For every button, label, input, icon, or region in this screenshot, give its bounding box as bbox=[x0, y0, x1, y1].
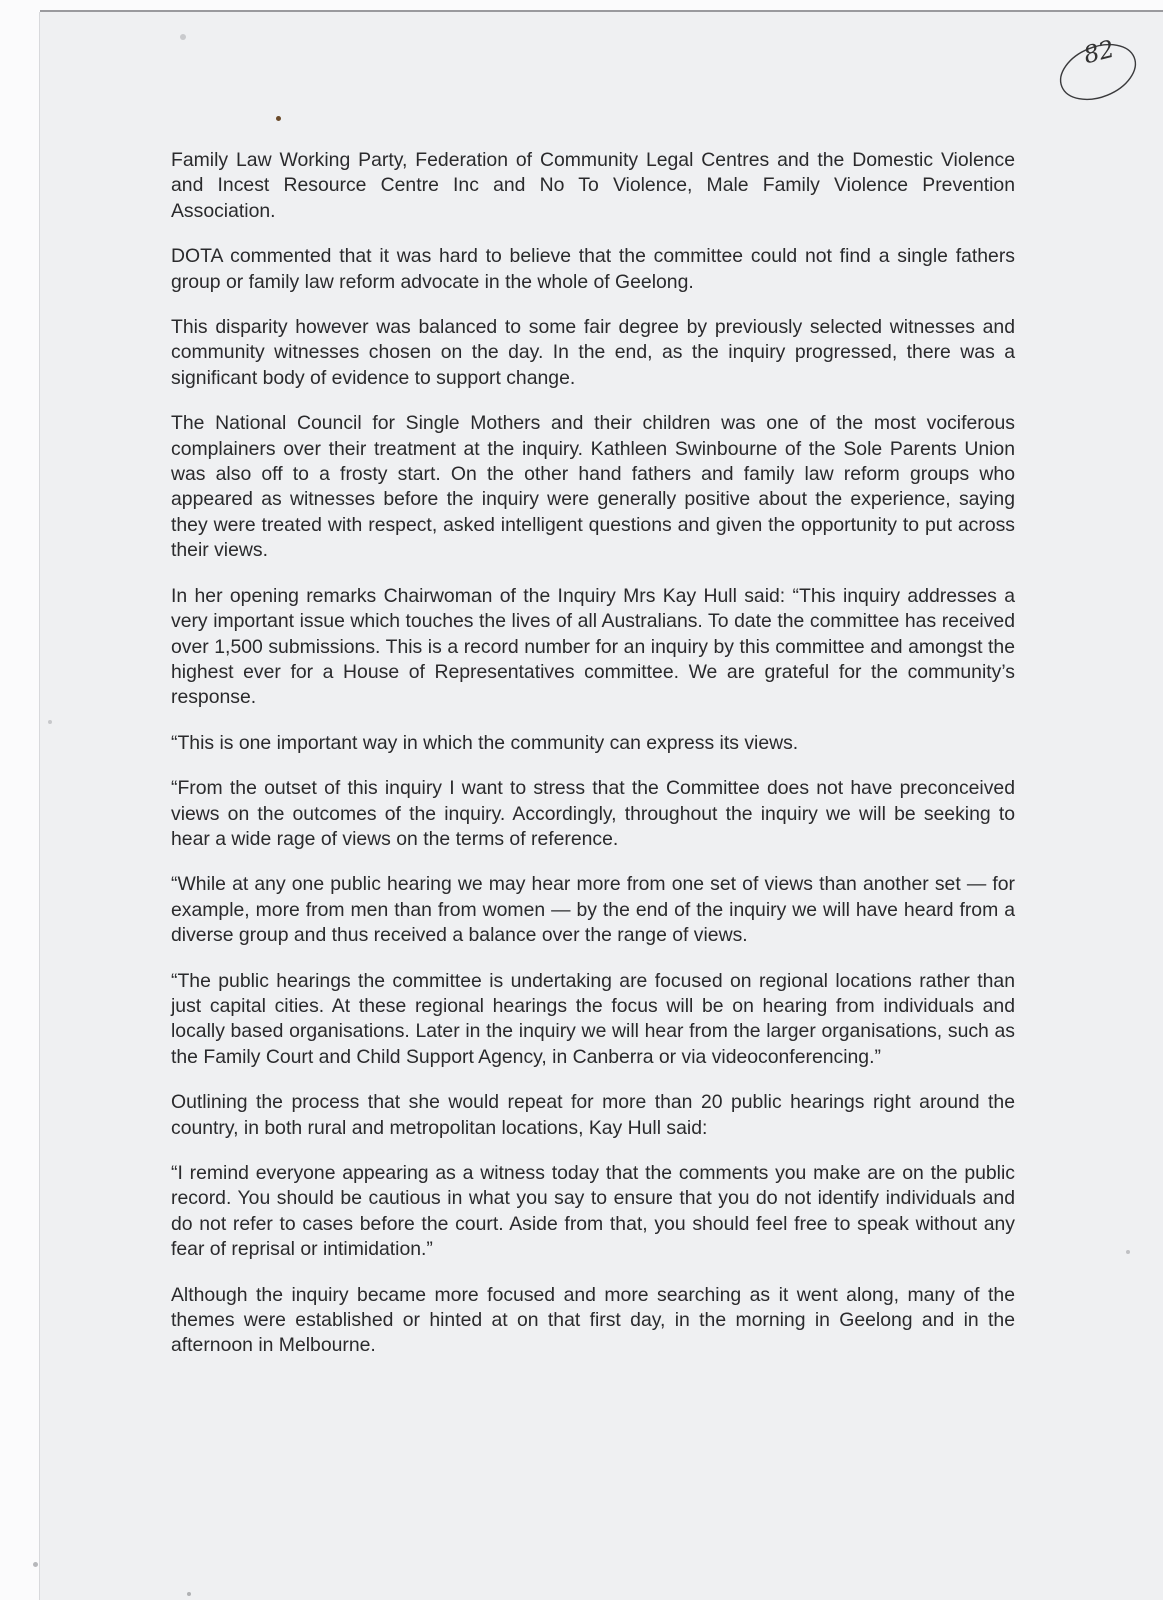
paragraph: “I remind everyone appearing as a witness today that the comments you make are on the public record. You should be cautious in what you say to ensure that you do not identify individuals and do not refer to cases before the court. Aside from that, you should feel free to speak without any fear of reprisal or intimidation.” bbox=[171, 1162, 1015, 1261]
paragraph: “From the outset of this inquiry I want to stress that the Committee does not have preconceived views on the outcomes of the inquiry. Accordingly, throughout the inquiry we will be seeking to hear a wide rage of views on the terms of reference. bbox=[171, 777, 1015, 850]
paragraph: This disparity however was balanced to some fair degree by previously selected witnesses and community witnesses chosen on the day. In the end, as the inquiry progressed, there was a significant body of evidence to support change. bbox=[171, 316, 1015, 389]
scan-speck bbox=[187, 1592, 191, 1596]
scan-speck bbox=[1126, 1250, 1130, 1254]
stray-ink-dot bbox=[276, 116, 281, 121]
paragraph: Although the inquiry became more focused and more searching as it went along, many of the themes were established or hinted at on that first day, in the morning in Geelong and in the afternoon in Melbourne. bbox=[171, 1283, 1015, 1357]
page-top-edge bbox=[40, 10, 1163, 12]
scan-speck bbox=[48, 720, 52, 724]
paragraph: In her opening remarks Chairwoman of the Inquiry Mrs Kay Hull said: “This inquiry addresses a very important issue which touches the lives of all Australians. To date the committee has received over 1,500 submissions. This is a record number for an inquiry by this committee and amongst the highest ever for a House of Representatives committee. We are grateful for the community’s response. bbox=[171, 584, 1015, 709]
paragraph: “The public hearings the committee is undertaking are focused on regional locations rather than just capital cities. At these regional hearings the focus will be on hearing from individuals and locally based organisations. Later in the inquiry we will hear from the larger organisations, such as the Family Court and Child Support Agency, in Canberra or via videoconferencing.” bbox=[171, 969, 1015, 1068]
paragraph: “This is one important way in which the community can express its views. bbox=[171, 731, 799, 754]
handwritten-page-number bbox=[1056, 28, 1140, 112]
document-body bbox=[171, 148, 1015, 1379]
scan-speck bbox=[33, 1562, 38, 1567]
paragraph: “While at any one public hearing we may hear more from one set of views than another set — for example, more from men than from women — by the end of the inquiry we will have heard from a diverse group and thus received a balance over the range of views. bbox=[171, 873, 1015, 947]
page-number-text: 82 bbox=[1080, 34, 1118, 70]
paragraph: The National Council for Single Mothers and their children was one of the most vociferous complainers over their treatment at the inquiry. Kathleen Swinbourne of the Sole Parents Union was also off to a frosty start. On the other hand fathers and family law reform groups who appeared as witnesses before the inquiry were generally positive about the experience, saying they were treated with respect, asked intelligent questions and given the opportunity to put across their views. bbox=[171, 412, 1015, 562]
paragraph: DOTA commented that it was hard to believe that the committee could not find a single fathers group or family law reform advocate in the whole of Geelong. bbox=[171, 245, 1015, 293]
scan-speck bbox=[180, 34, 186, 40]
paragraph: Outlining the process that she would repeat for more than 20 public hearings right around the country, in both rural and metropolitan locations, Kay Hull said: bbox=[171, 1091, 1015, 1139]
paragraph: Family Law Working Party, Federation of Community Legal Centres and the Domestic Violence and Incest Resource Centre Inc and No To Violence, Male Family Violence Prevention Association. bbox=[171, 149, 1015, 222]
